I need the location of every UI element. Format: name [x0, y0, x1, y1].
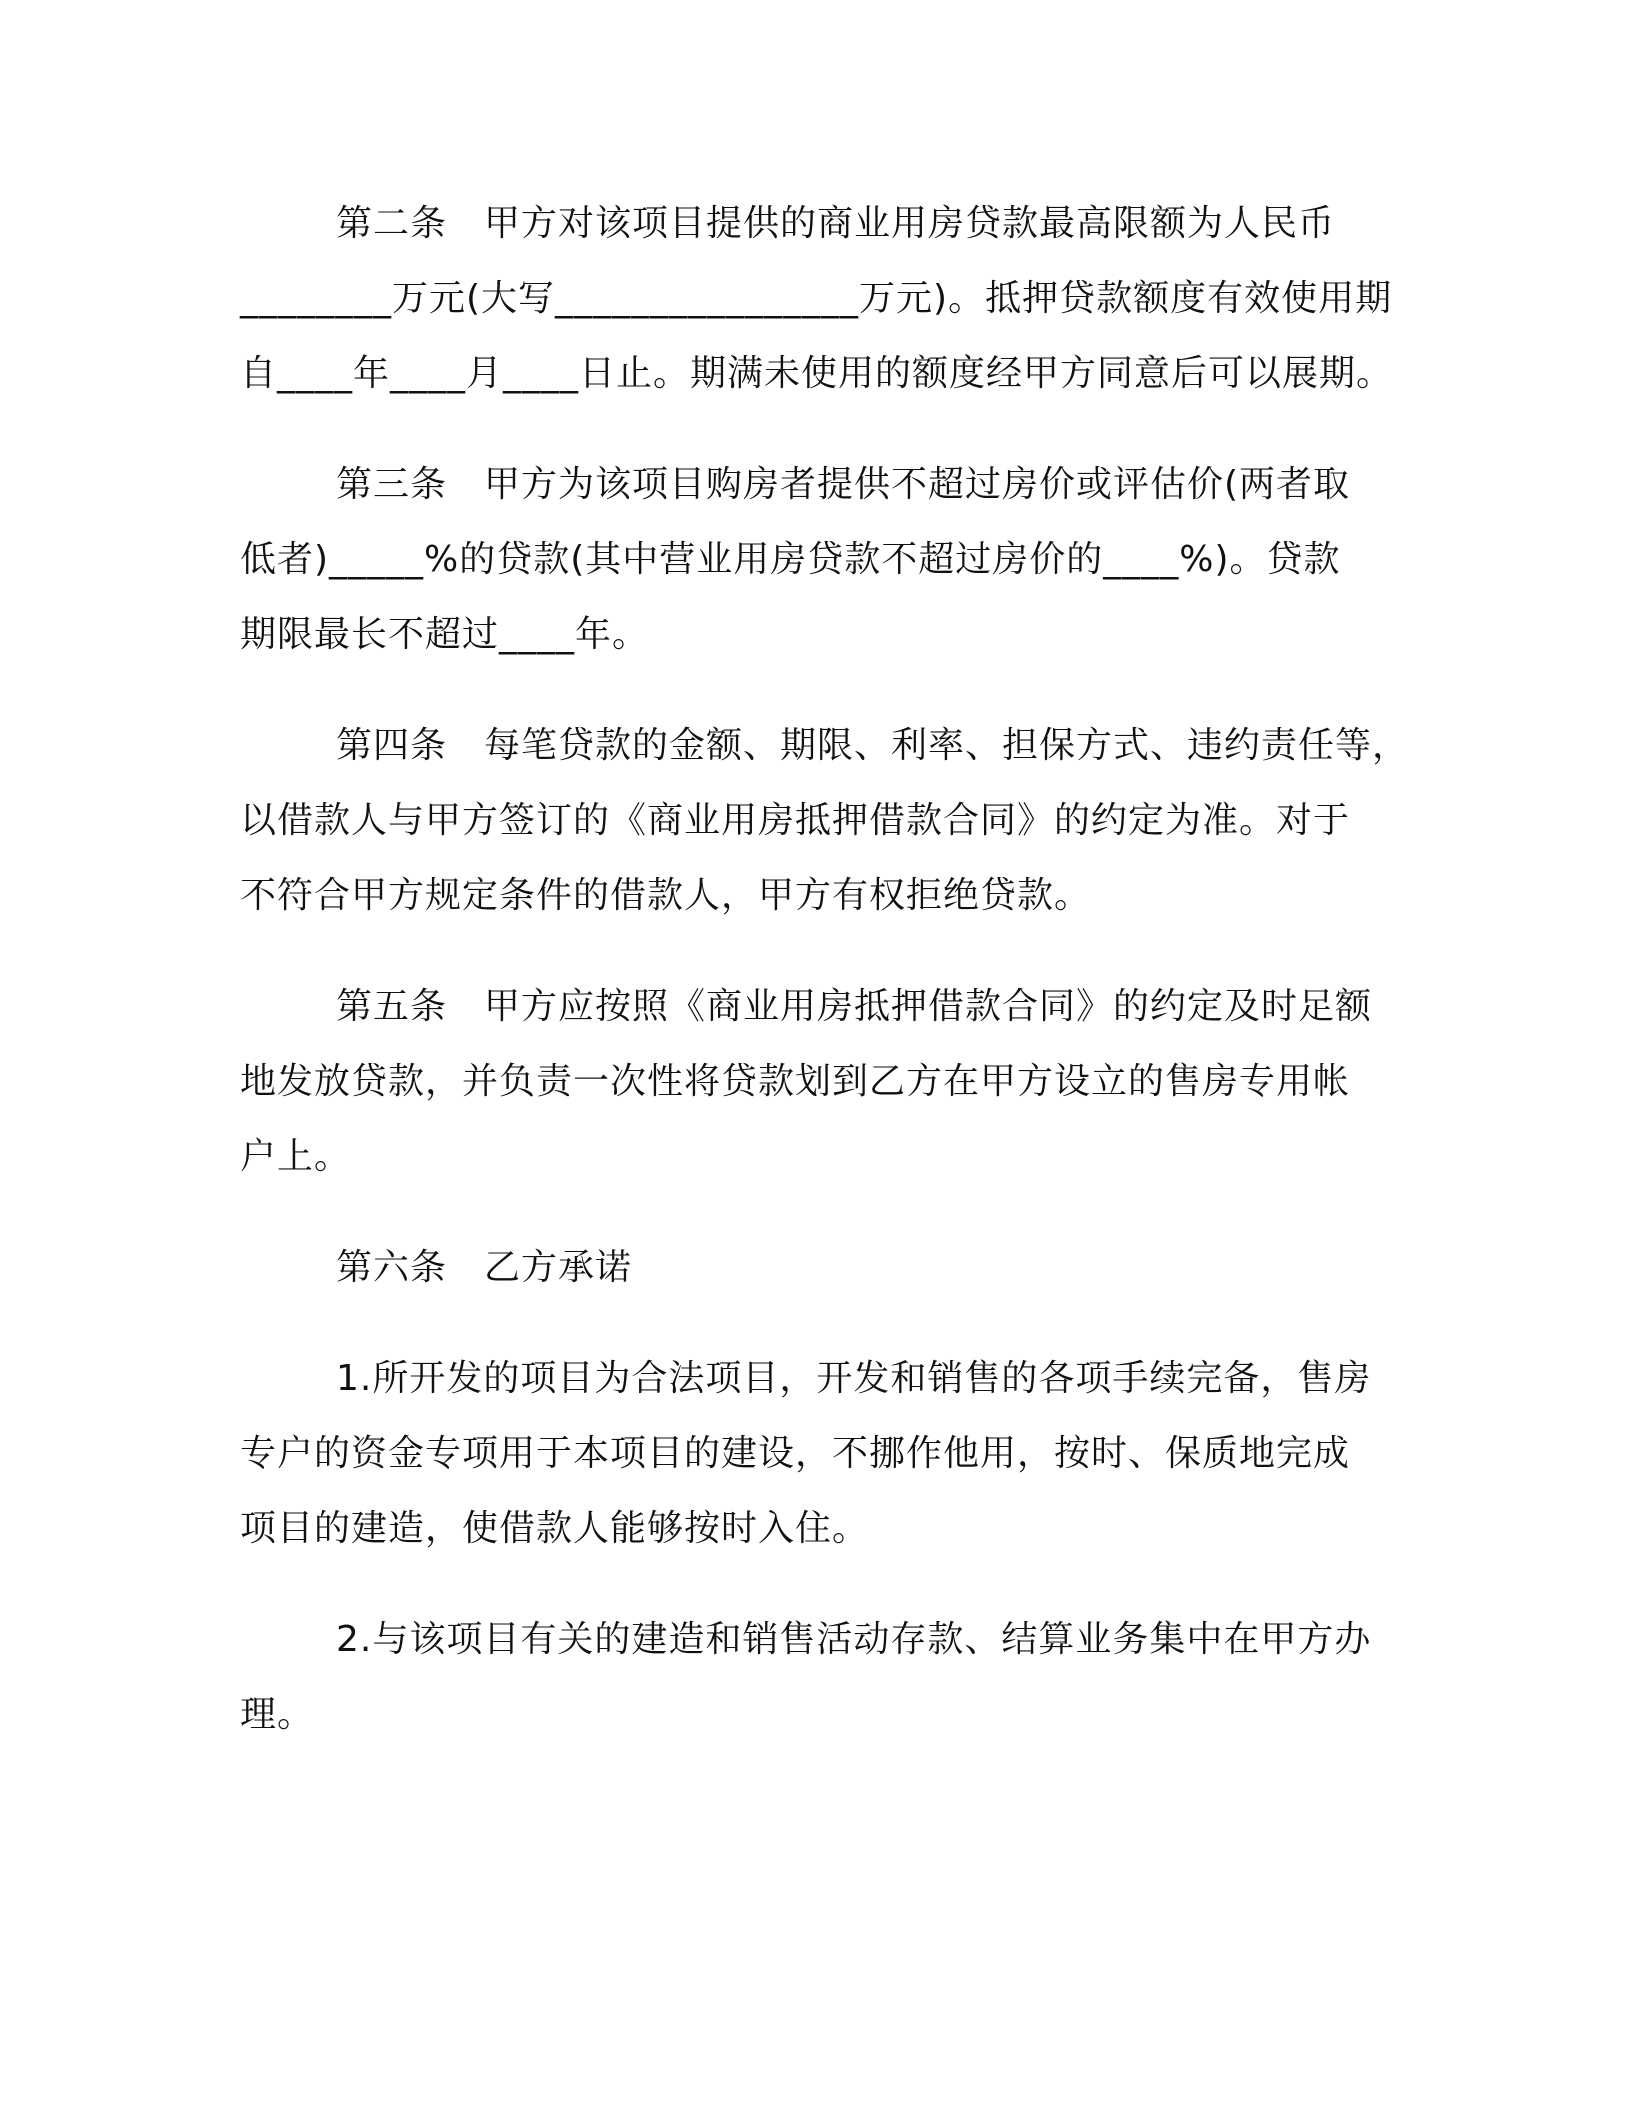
clause-line: 第四条 每笔贷款的金额、期限、利率、担保方式、违约责任等，	[336, 725, 1410, 766]
clause-line: 2.与该项目有关的建造和销售活动存款、结算业务集中在甲方办	[336, 1619, 1372, 1660]
clause-6-item-1	[240, 1341, 1400, 1566]
clause-line: 第六条 乙方承诺	[336, 1247, 633, 1288]
clause-6-item-2	[240, 1602, 1400, 1752]
clause-line: 第三条 甲方为该项目购房者提供不超过房价或评估价(两者取	[336, 464, 1351, 505]
clause-line: 户上。	[240, 1136, 352, 1177]
clause-3	[240, 447, 1400, 672]
clause-line: 以借款人与甲方签订的《商业用房抵押借款合同》的约定为准。对于	[240, 800, 1351, 841]
clause-line: 理。	[240, 1694, 315, 1735]
clause-2	[240, 186, 1400, 411]
clause-line: 地发放贷款，并负责一次性将贷款划到乙方在甲方设立的售房专用帐	[240, 1061, 1351, 1102]
clause-5	[240, 969, 1400, 1194]
clause-line: 低者)_____%的贷款(其中营业用房贷款不超过房价的____%)。贷款	[240, 539, 1341, 580]
clause-line: ________万元(大写________________万元)。抵押贷款额度有效使用期	[240, 278, 1393, 319]
clause-line: 专户的资金专项用于本项目的建设，不挪作他用，按时、保质地完成	[240, 1433, 1351, 1474]
clause-line: 期限最长不超过____年。	[240, 614, 650, 655]
clause-line: 不符合甲方规定条件的借款人，甲方有权拒绝贷款。	[240, 875, 1092, 916]
clause-4	[240, 708, 1410, 933]
clause-line: 第五条 甲方应按照《商业用房抵押借款合同》的约定及时足额	[336, 986, 1373, 1027]
clause-6-heading	[240, 1230, 1400, 1305]
clause-line: 第二条 甲方对该项目提供的商业用房贷款最高限额为人民币	[336, 203, 1336, 244]
clause-line: 自____年____月____日止。期满未使用的额度经甲方同意后可以展期。	[240, 353, 1394, 394]
clause-line: 1.所开发的项目为合法项目，开发和销售的各项手续完备，售房	[336, 1358, 1372, 1399]
clause-line: 项目的建造，使借款人能够按时入住。	[240, 1508, 870, 1549]
document-body	[240, 186, 1410, 1788]
